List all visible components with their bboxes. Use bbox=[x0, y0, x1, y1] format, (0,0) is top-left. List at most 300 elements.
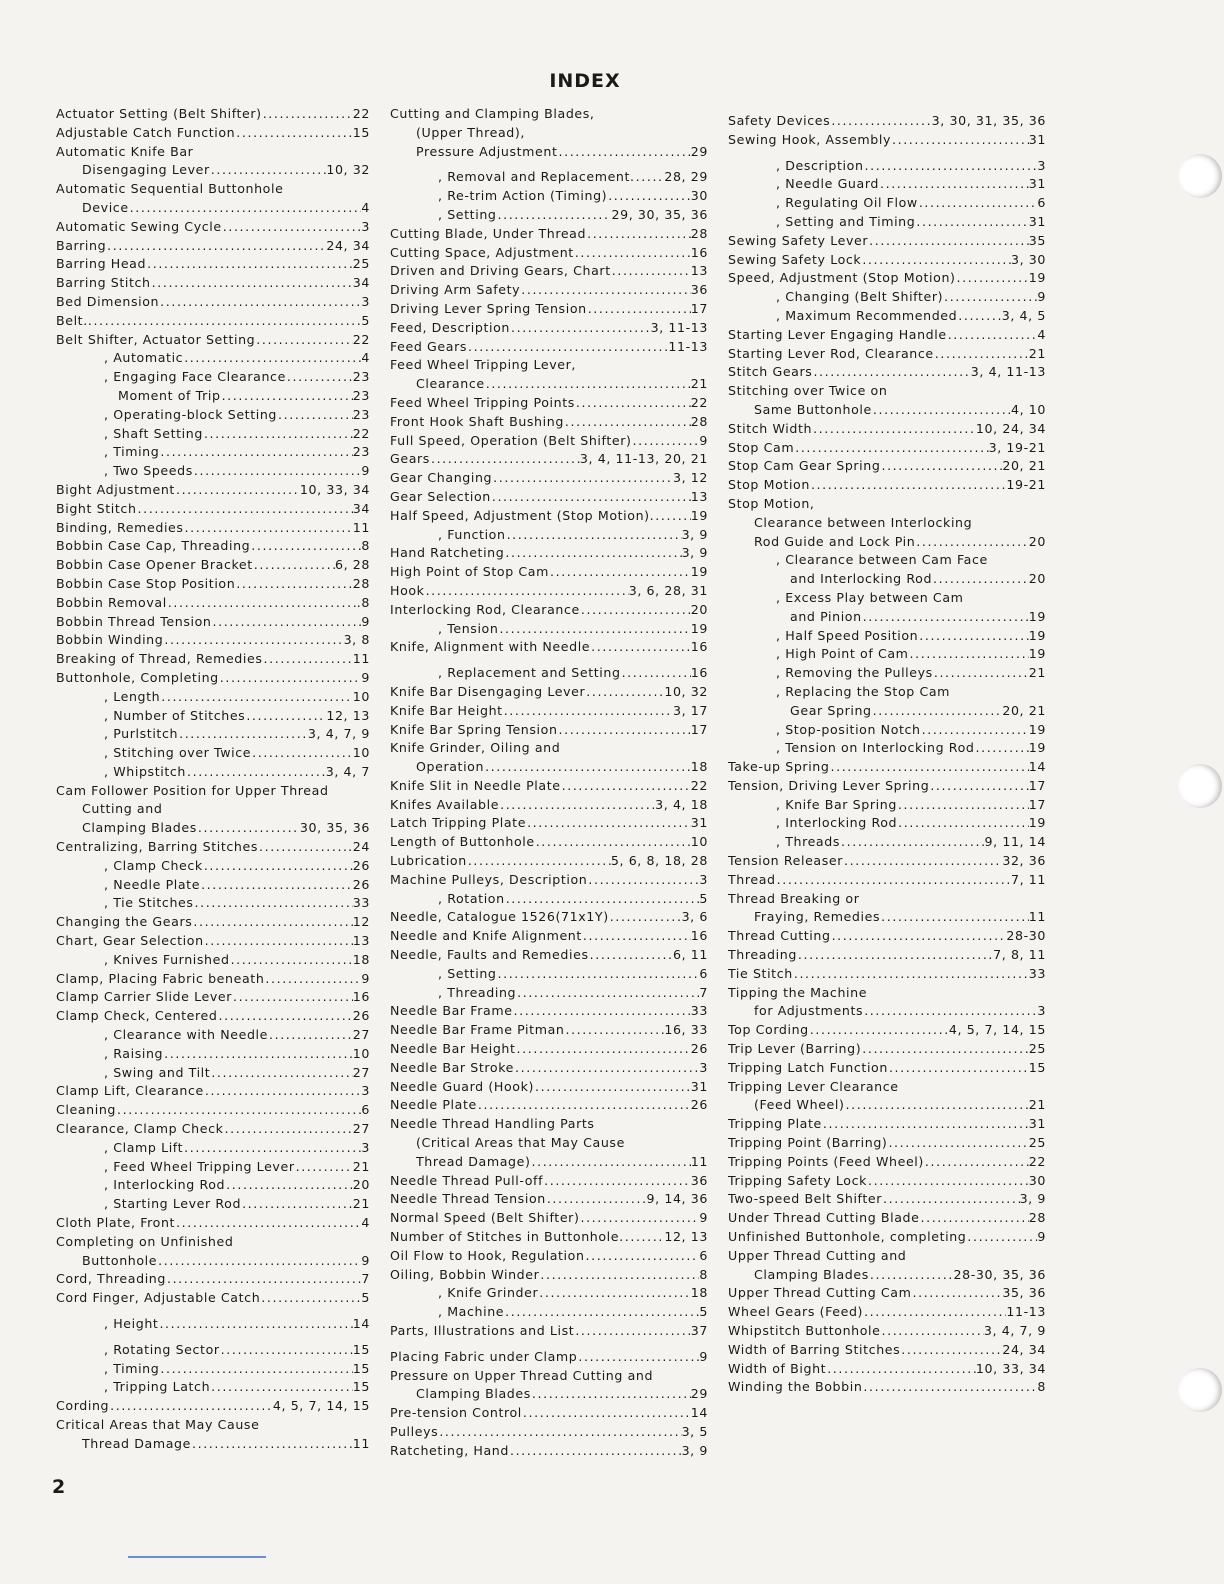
index-entry-label: Actuator Setting (Belt Shifter) bbox=[56, 106, 262, 121]
index-entry bbox=[728, 1285, 1046, 1304]
index-entry-label: Tripping Point (Barring) bbox=[728, 1135, 888, 1151]
index-entry bbox=[390, 759, 708, 778]
index-entry bbox=[56, 219, 370, 238]
index-entry-label: Rod Guide and Lock Pin bbox=[754, 533, 916, 549]
index-entry-pages: 31 bbox=[1028, 1116, 1046, 1132]
index-entry bbox=[56, 726, 370, 745]
index-entry bbox=[390, 872, 708, 891]
index-entry-pages: 19 bbox=[1028, 270, 1046, 286]
dot-leader bbox=[498, 621, 690, 636]
index-entry bbox=[56, 858, 370, 877]
index-entry bbox=[728, 327, 1046, 346]
index-entry-pages: 11 bbox=[1028, 909, 1046, 925]
index-entry bbox=[728, 1323, 1046, 1342]
index-entry-pages: 28 bbox=[690, 225, 708, 241]
index-entry bbox=[728, 552, 1046, 571]
index-entry-label: Tripping Safety Lock bbox=[728, 1172, 867, 1188]
index-entry bbox=[56, 256, 370, 275]
index-entry-pages: 20 bbox=[352, 1177, 370, 1193]
index-entry-pages: 6 bbox=[1037, 195, 1046, 211]
index-entry bbox=[56, 162, 370, 181]
index-entry bbox=[390, 451, 708, 470]
index-entry-label: , Description bbox=[776, 157, 864, 173]
index-entry-label: , Regulating Oil Flow bbox=[776, 195, 918, 211]
index-entry bbox=[390, 1267, 708, 1286]
index-entry bbox=[390, 376, 708, 395]
index-entry-pages: 31 bbox=[1028, 131, 1046, 147]
index-entry bbox=[390, 470, 708, 489]
index-entry-label: Needle Bar Height bbox=[390, 1041, 516, 1057]
dot-leader bbox=[934, 346, 1029, 361]
dot-leader bbox=[241, 1196, 353, 1211]
index-entry bbox=[728, 176, 1046, 195]
index-entry-pages: 10 bbox=[352, 1045, 370, 1061]
dot-leader bbox=[947, 327, 1038, 342]
index-entry-pages: .8 bbox=[356, 594, 370, 610]
index-entry-pages: 13 bbox=[690, 488, 708, 504]
dot-leader bbox=[911, 1285, 1002, 1300]
index-entry-pages: 3, 4, 7, 9 bbox=[307, 726, 370, 742]
index-entry-pages: 21 bbox=[352, 1196, 370, 1212]
index-entry-label: , Starting Lever Rod bbox=[104, 1196, 242, 1212]
dot-leader bbox=[776, 872, 1011, 887]
index-entry-label: Stitching over Twice on bbox=[728, 383, 888, 399]
dot-leader bbox=[879, 176, 1029, 191]
dot-leader bbox=[425, 583, 629, 598]
index-entry-pages: 32, 36 bbox=[1002, 853, 1046, 869]
index-entry-label: Breaking of Thread, Remedies bbox=[56, 651, 263, 667]
dot-leader bbox=[193, 463, 362, 478]
index-entry-label: Length of Buttonhole bbox=[390, 834, 535, 850]
index-entry bbox=[56, 1316, 370, 1335]
index-entry bbox=[56, 1253, 370, 1272]
index-entry bbox=[728, 1022, 1046, 1041]
index-entry-pages: 12, 13 bbox=[664, 1229, 708, 1245]
index-entry-label: Device bbox=[82, 199, 129, 215]
index-entry-pages: 21 bbox=[352, 1158, 370, 1174]
index-entry-label: Bobbin Removal bbox=[56, 594, 167, 610]
index-entry-label: Automatic Sequential Buttonhole bbox=[56, 181, 284, 197]
index-entry-pages: 28-30, 35, 36 bbox=[953, 1266, 1046, 1282]
index-entry bbox=[56, 1177, 370, 1196]
dot-leader bbox=[264, 971, 361, 986]
index-entry-label: Two-speed Belt Shifter bbox=[728, 1191, 883, 1207]
index-entry-label: , Knife Grinder bbox=[438, 1285, 539, 1301]
index-entry bbox=[728, 759, 1046, 778]
index-entry-pages: 3, 4, 7, 9 bbox=[983, 1323, 1046, 1338]
index-entry bbox=[390, 1041, 708, 1060]
index-entry-label: , Clamp Lift bbox=[104, 1139, 184, 1155]
dot-leader bbox=[921, 722, 1029, 737]
index-entry-label: Moment of Trip bbox=[118, 387, 221, 403]
index-entry-label: Bight Stitch bbox=[56, 500, 137, 516]
dot-leader bbox=[211, 614, 361, 629]
index-entry bbox=[728, 1097, 1046, 1116]
index-entry-label: , Re-trim Action (Timing) bbox=[438, 188, 608, 204]
index-entry bbox=[56, 632, 370, 651]
index-entry bbox=[56, 1379, 370, 1398]
index-entry-pages: 21 bbox=[1028, 1097, 1046, 1113]
index-entry bbox=[56, 1140, 370, 1159]
index-entry-label: Driven and Driving Gears, Chart bbox=[390, 263, 611, 279]
index-entry-label: Knifes Available bbox=[390, 796, 500, 812]
dot-leader bbox=[929, 778, 1028, 793]
index-entry-label: Full Speed, Operation (Belt Shifter) bbox=[390, 432, 632, 448]
index-entry-pages: 9 bbox=[699, 1210, 708, 1226]
index-entry bbox=[728, 458, 1046, 477]
index-entry bbox=[728, 722, 1046, 741]
index-entry-pages: 4 bbox=[361, 350, 370, 366]
index-entry bbox=[728, 477, 1046, 496]
index-entry-pages: 31 bbox=[1028, 176, 1046, 192]
index-entry bbox=[390, 778, 708, 797]
dot-leader bbox=[253, 557, 335, 572]
index-entry bbox=[56, 501, 370, 520]
index-entry-label: Tipping the Machine bbox=[728, 984, 868, 1000]
index-entry-label: and Interlocking Rod bbox=[790, 571, 933, 587]
index-entry-label: Gear Selection bbox=[390, 488, 491, 504]
index-entry-pages: 31 bbox=[1028, 213, 1046, 229]
index-entry-pages: 33 bbox=[1028, 965, 1046, 981]
index-entry-pages: 3, 4, 5 bbox=[1001, 307, 1046, 323]
index-entry bbox=[728, 853, 1046, 872]
dot-leader bbox=[546, 1191, 647, 1206]
index-entry bbox=[56, 952, 370, 971]
index-entry-pages: 29 bbox=[690, 143, 708, 159]
index-entry-label: Lubrication bbox=[390, 853, 467, 869]
dot-leader bbox=[587, 872, 699, 887]
dot-leader bbox=[230, 952, 353, 967]
index-entry-label: Safety Devices bbox=[728, 113, 831, 128]
index-entry-label: Sewing Safety Lever bbox=[728, 232, 869, 248]
dot-leader bbox=[109, 1398, 273, 1413]
index-entry-pages: 3, 4, 11-13, 20, 21 bbox=[579, 451, 708, 467]
dot-leader bbox=[830, 113, 931, 128]
index-entry-label: Clamping Blades bbox=[754, 1266, 869, 1282]
index-entry-pages: 15 bbox=[1028, 1059, 1046, 1075]
index-entry bbox=[390, 527, 708, 546]
index-entry bbox=[56, 275, 370, 294]
index-entry bbox=[56, 820, 370, 839]
index-entry-label: Thread bbox=[728, 871, 776, 887]
index-entry-label: and Pinion bbox=[790, 608, 862, 624]
index-entry-label: Threading bbox=[728, 947, 797, 963]
index-entry-pages: 15 bbox=[352, 1379, 370, 1395]
index-entry bbox=[390, 703, 708, 722]
index-entry bbox=[728, 214, 1046, 233]
index-entry bbox=[56, 294, 370, 313]
index-entry-label: Feed, Description bbox=[390, 319, 510, 335]
dot-leader bbox=[210, 1379, 353, 1394]
index-entry bbox=[728, 440, 1046, 459]
index-entry-pages: 5, 6, 8, 18, 28 bbox=[610, 853, 708, 869]
dot-leader bbox=[557, 144, 690, 159]
index-entry-pages: 3, 4, 11-13 bbox=[970, 364, 1046, 380]
dot-leader bbox=[822, 1116, 1029, 1131]
index-entry bbox=[728, 233, 1046, 252]
index-entry-label: Knife Grinder, Oiling and bbox=[390, 740, 561, 756]
dot-leader bbox=[506, 527, 682, 542]
index-entry-pages: 9 bbox=[699, 432, 708, 448]
dot-leader bbox=[868, 233, 1029, 248]
dot-leader bbox=[863, 1304, 1006, 1319]
index-entry-label: , Interlocking Rod bbox=[104, 1177, 226, 1193]
index-entry-label: Bobbin Case Cap, Threading bbox=[56, 538, 251, 554]
dot-leader bbox=[900, 1342, 1002, 1357]
index-entry-label: Automatic Knife Bar bbox=[56, 143, 194, 159]
index-entry-pages: 35, 36 bbox=[1002, 1285, 1046, 1301]
index-entry-label: , Purlstitch bbox=[104, 726, 179, 742]
index-entry bbox=[390, 1003, 708, 1022]
index-entry-pages: 33 bbox=[690, 1003, 708, 1019]
index-entry bbox=[56, 1046, 370, 1065]
index-entry bbox=[56, 839, 370, 858]
dot-leader bbox=[888, 1060, 1029, 1075]
index-entry-pages: 10, 32 bbox=[664, 683, 708, 699]
index-entry-label: Bobbin Case Opener Bracket bbox=[56, 557, 253, 573]
index-entry bbox=[56, 1417, 370, 1436]
index-entry bbox=[390, 1097, 708, 1116]
index-entry-pages: 15 bbox=[352, 1341, 370, 1357]
dot-leader bbox=[430, 451, 580, 466]
index-entry-pages: 20 bbox=[690, 601, 708, 617]
dot-leader bbox=[845, 1097, 1029, 1112]
dot-leader bbox=[175, 1215, 361, 1230]
index-entry bbox=[56, 651, 370, 670]
dot-leader bbox=[175, 482, 300, 497]
dot-leader bbox=[829, 759, 1028, 774]
index-entry-label: , Setting bbox=[438, 965, 497, 981]
index-entry-pages: 9, 11, 14 bbox=[984, 834, 1046, 850]
index-entry bbox=[56, 1361, 370, 1380]
index-entry-pages: 9 bbox=[361, 613, 370, 629]
index-entry-label: , Timing bbox=[104, 1360, 160, 1376]
index-entry-pages: 26 bbox=[352, 857, 370, 873]
index-entry-label: Cutting and bbox=[82, 801, 163, 817]
index-entry-pages: 28 bbox=[1028, 1210, 1046, 1226]
index-entry-pages: 3, 8 bbox=[343, 632, 370, 648]
index-entry-pages: 19-21 bbox=[1006, 477, 1046, 493]
index-entry bbox=[390, 1173, 708, 1192]
dot-leader bbox=[467, 339, 668, 354]
index-entry-label: , Engaging Face Clearance bbox=[104, 369, 286, 385]
dot-leader bbox=[579, 1210, 699, 1225]
index-entry bbox=[728, 421, 1046, 440]
dot-leader bbox=[933, 665, 1029, 680]
index-entry-label: , Length bbox=[104, 688, 161, 704]
index-entry-label: Whipstitch Buttonhole bbox=[728, 1323, 881, 1338]
index-entry-label: Stop Motion, bbox=[728, 495, 815, 511]
dot-leader bbox=[607, 188, 691, 203]
index-entry-label: Centralizing, Barring Stitches bbox=[56, 839, 258, 855]
index-entry-pages: 4, 10 bbox=[1010, 401, 1046, 417]
index-entry bbox=[390, 966, 708, 985]
index-entry-label: Clearance, Clamp Check bbox=[56, 1121, 224, 1137]
index-entry-pages: 22 bbox=[690, 777, 708, 793]
index-entry-pages: 19 bbox=[1028, 815, 1046, 831]
index-entry-pages: 8 bbox=[1037, 1379, 1046, 1395]
index-entry-pages: 3 bbox=[1037, 157, 1046, 173]
index-entry bbox=[56, 933, 370, 952]
index-entry-pages: 3, 30 bbox=[1010, 251, 1046, 267]
dot-leader bbox=[864, 158, 1038, 173]
dot-leader bbox=[159, 444, 352, 459]
index-entry-pages: 3, 4, 7 bbox=[325, 763, 370, 779]
index-entry-label: Clamp Check, Centered bbox=[56, 1008, 218, 1024]
index-entry-pages: 21 bbox=[690, 376, 708, 392]
index-entry bbox=[56, 106, 370, 125]
index-entry bbox=[390, 1304, 708, 1323]
index-entry-label: Stitch Width bbox=[728, 420, 813, 436]
dot-leader bbox=[204, 933, 353, 948]
dot-leader bbox=[516, 985, 699, 1000]
index-entry-label: Bobbin Thread Tension bbox=[56, 613, 212, 629]
index-entry-label: Cording bbox=[56, 1398, 110, 1414]
dot-leader bbox=[157, 1253, 361, 1268]
index-entry-pages: 19 bbox=[690, 620, 708, 636]
index-entry-pages: 16 bbox=[690, 665, 708, 681]
index-entry-label: , Maximum Recommended bbox=[776, 307, 958, 323]
index-entry bbox=[390, 1368, 708, 1387]
index-entry-pages: 20, 21 bbox=[1002, 702, 1046, 718]
index-entry-pages: 3, 9 bbox=[681, 1442, 708, 1458]
dot-leader bbox=[245, 708, 326, 723]
index-entry-label: Gear Changing bbox=[390, 470, 493, 486]
index-entry-pages: 10 bbox=[690, 834, 708, 850]
index-entry-label: , Clearance with Needle bbox=[104, 1027, 268, 1043]
index-entry-pages: 30 bbox=[690, 188, 708, 204]
index-entry bbox=[390, 357, 708, 376]
index-column-1 bbox=[56, 106, 370, 1455]
dot-leader bbox=[260, 1290, 361, 1305]
index-entry bbox=[390, 834, 708, 853]
index-entry bbox=[390, 106, 708, 125]
dot-leader bbox=[232, 989, 353, 1004]
index-entry bbox=[390, 1285, 708, 1304]
dot-leader bbox=[924, 1154, 1029, 1169]
index-entry bbox=[728, 158, 1046, 177]
index-entry bbox=[728, 778, 1046, 797]
dot-leader bbox=[809, 1022, 949, 1037]
index-entry-pages: 9 bbox=[361, 463, 370, 479]
index-entry bbox=[728, 815, 1046, 834]
index-entry bbox=[728, 571, 1046, 590]
index-entry-label: Tripping Points (Feed Wheel) bbox=[728, 1153, 924, 1169]
dot-leader bbox=[222, 219, 362, 234]
index-entry bbox=[56, 989, 370, 1008]
index-entry bbox=[390, 1229, 708, 1248]
index-entry-pages: 5 bbox=[699, 1304, 708, 1320]
index-entry-label: Gear Spring bbox=[790, 702, 872, 718]
index-entry bbox=[56, 877, 370, 896]
index-entry-label: Trip Lever (Barring) bbox=[728, 1041, 862, 1057]
index-entry-pages: .24 bbox=[348, 839, 370, 855]
index-entry-label: Feed Wheel Tripping Lever, bbox=[390, 357, 576, 373]
index-entry bbox=[56, 1065, 370, 1084]
index-entry-pages: 4, 5, 7, 14, 15 bbox=[272, 1398, 370, 1414]
index-entry-label: Completing on Unfinished bbox=[56, 1233, 234, 1249]
index-entry-pages: 19 bbox=[690, 507, 708, 523]
index-entry-pages: 27 bbox=[352, 1064, 370, 1080]
dot-leader bbox=[191, 1436, 353, 1451]
index-entry-label: Thread Cutting bbox=[728, 928, 831, 944]
index-entry-label: Half Speed, Adjustment (Stop Motion). bbox=[390, 507, 655, 523]
dot-leader bbox=[862, 1379, 1037, 1394]
index-entry bbox=[390, 245, 708, 264]
index-entry bbox=[728, 1267, 1046, 1286]
index-entry bbox=[728, 684, 1046, 703]
index-entry-pages: 14 bbox=[1028, 759, 1046, 775]
dot-leader bbox=[217, 1008, 352, 1023]
index-entry bbox=[56, 1159, 370, 1178]
index-entry-label: Cutting Blade, Under Thread bbox=[390, 225, 587, 241]
dot-leader bbox=[183, 350, 361, 365]
index-entry bbox=[56, 557, 370, 576]
index-entry-pages: 3, 9 bbox=[1019, 1191, 1046, 1207]
index-entry-pages: 13 bbox=[690, 263, 708, 279]
index-entry-label: Knife, Alignment with Needle bbox=[390, 639, 591, 655]
index-entry-label: Number of Stitches in Buttonhole. bbox=[390, 1229, 624, 1245]
index-entry bbox=[390, 947, 708, 966]
index-entry bbox=[728, 113, 1046, 132]
index-entry bbox=[390, 263, 708, 282]
index-entry-pages: 28 bbox=[690, 413, 708, 429]
index-entry-label: Needle Bar Stroke bbox=[390, 1059, 515, 1075]
index-entry bbox=[728, 909, 1046, 928]
index-entry-pages: 17 bbox=[690, 721, 708, 737]
dot-leader bbox=[516, 1041, 691, 1056]
index-entry bbox=[56, 670, 370, 689]
index-entry-pages: 22 bbox=[1028, 1153, 1046, 1169]
index-entry-label: Needle, Catalogue 1526(71x1Y) bbox=[390, 909, 609, 925]
dot-leader bbox=[235, 125, 353, 140]
index-entry-pages: 22 bbox=[352, 331, 370, 347]
index-entry-pages: 29, 30, 35, 36 bbox=[611, 206, 708, 222]
index-entry-label: Winding the Bobbin bbox=[728, 1379, 863, 1395]
index-entry-label: Needle Thread Tension bbox=[390, 1191, 546, 1207]
index-entry-label: , Machine bbox=[438, 1304, 505, 1320]
dot-leader bbox=[561, 778, 691, 793]
index-entry-pages: 6 bbox=[361, 1102, 370, 1118]
index-entry-pages: 9 bbox=[361, 1252, 370, 1268]
index-entry bbox=[56, 595, 370, 614]
index-entry-label: Pre-tension Control bbox=[390, 1405, 522, 1421]
index-entry-label: , Needle Plate bbox=[104, 876, 201, 892]
index-entry-label: , Automatic bbox=[104, 350, 184, 366]
dot-leader bbox=[920, 1210, 1029, 1225]
index-entry bbox=[56, 388, 370, 407]
index-entry-label: Changing the Gears bbox=[56, 914, 193, 930]
index-entry-pages: 19 bbox=[1028, 646, 1046, 662]
index-entry-label: Buttonhole, Completing bbox=[56, 669, 219, 685]
dot-leader bbox=[225, 1177, 353, 1192]
index-entry bbox=[56, 1234, 370, 1253]
index-entry-label: Tripping Latch Function bbox=[728, 1059, 888, 1075]
index-entry-pages: 7 bbox=[361, 1271, 370, 1287]
index-entry-label: Speed, Adjustment (Stop Motion) bbox=[728, 270, 956, 286]
index-entry bbox=[728, 308, 1046, 327]
index-entry bbox=[56, 407, 370, 426]
dot-leader bbox=[151, 275, 353, 290]
index-entry bbox=[728, 628, 1046, 647]
index-entry bbox=[390, 1210, 708, 1229]
index-entry-pages: 20 bbox=[1028, 533, 1046, 549]
index-entry-pages: 12, 13 bbox=[326, 707, 370, 723]
dot-leader bbox=[882, 1191, 1020, 1206]
index-entry-label: Bobbin Winding bbox=[56, 632, 164, 648]
index-entry-label: , Excess Play between Cam bbox=[776, 589, 964, 605]
index-entry-label: Knife Bar Height bbox=[390, 702, 503, 718]
